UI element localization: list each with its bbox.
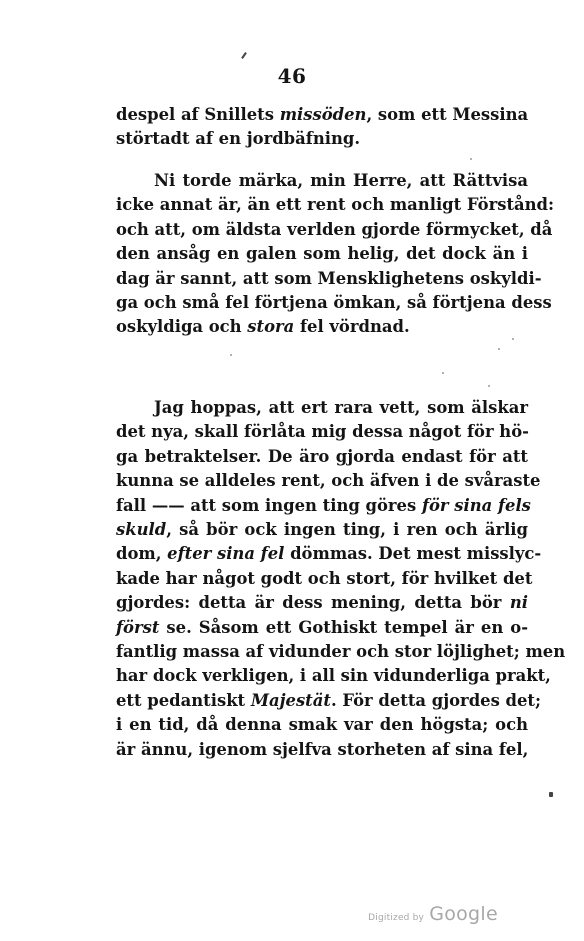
text-run: störtadt af en jordbäfning. xyxy=(116,129,361,149)
text-line xyxy=(116,616,528,640)
speck xyxy=(498,348,500,350)
text-run: har dock verkligen, i all sin vidunderliga prakt, xyxy=(116,666,551,686)
text-run: ett pedantiskt xyxy=(116,690,251,710)
italic-text: missöden xyxy=(279,105,367,124)
text-line xyxy=(116,494,531,518)
text-run: fel vördnad. xyxy=(294,317,410,337)
text-run: ga betraktelser. De äro gjorda endast för att xyxy=(116,446,528,466)
text-line xyxy=(116,291,552,315)
text-line xyxy=(116,469,541,493)
text-line xyxy=(116,193,555,217)
text-run: kunna se alldeles rent, och äfven i de svåraste xyxy=(116,471,541,491)
text-run: och att, om äldsta verlden gjorde förmycket, då xyxy=(116,219,553,239)
text-run: ga och små fel förtjena ömkan, så förtjena dess xyxy=(116,293,552,313)
text-line xyxy=(116,518,528,542)
speck xyxy=(442,372,444,374)
speck xyxy=(470,158,472,160)
text-line xyxy=(116,267,542,291)
text-line xyxy=(116,103,528,127)
text-run: dömmas. Det mest misslyc- xyxy=(284,544,542,564)
text-run: oskyldiga och xyxy=(116,317,248,337)
text-line xyxy=(116,689,542,713)
text-run: det nya, skall förlåta mig dessa något för hö- xyxy=(116,422,529,442)
watermark-google-logo-text: Google xyxy=(429,903,498,925)
text-line xyxy=(116,242,528,266)
text-run: , så bör ock ingen ting, i ren och ärlig xyxy=(166,520,528,540)
text-line xyxy=(116,664,551,688)
italic-text: ni xyxy=(509,593,528,613)
text-line xyxy=(116,542,542,566)
text-line xyxy=(116,640,566,664)
ink-mark xyxy=(549,792,553,797)
text-line xyxy=(116,127,528,151)
ink-mark xyxy=(241,52,247,59)
text-line xyxy=(116,218,553,242)
text-run: fantlig massa af vidunder och stor löjlighet; men xyxy=(116,642,566,662)
text-run: i en tid, då denna smak var den högsta; och xyxy=(116,715,528,735)
text-run: Ni torde märka, min Herre, att Rättvisa xyxy=(154,171,528,190)
text-run: . För detta gjordes det; xyxy=(330,690,542,710)
text-line xyxy=(116,396,528,420)
text-run: , som ett Messina xyxy=(366,105,529,124)
text-run: gjordes: detta är dess mening, detta bör xyxy=(116,593,510,613)
text-run: despel af Snillets xyxy=(116,105,280,124)
text-run: icke annat är, än ett rent och manligt Förstånd: xyxy=(116,195,555,215)
text-run: Jag hoppas, att ert rara vett, som älskar xyxy=(154,398,528,417)
text-line xyxy=(116,567,533,591)
text-run: kade har något godt och stort, för hvilket det xyxy=(116,568,533,588)
italic-text: stora xyxy=(247,317,295,337)
paragraph-1 xyxy=(116,103,528,152)
text-run: dom, xyxy=(116,544,168,564)
watermark-small-text: Digitized by xyxy=(368,913,425,923)
text-run: den ansåg en galen som helig, det dock än i xyxy=(116,244,528,264)
italic-text: efter sina fel xyxy=(167,544,285,564)
text-line xyxy=(116,445,528,469)
text-run: är ännu, igenom sjelfva storheten af sina fel, xyxy=(116,739,529,759)
text-line xyxy=(116,591,528,615)
speck xyxy=(230,354,232,356)
text-run: fall —— att som ingen ting göres xyxy=(116,495,422,515)
page-number: 46 xyxy=(277,64,307,88)
text-line xyxy=(116,420,528,444)
paragraph-3 xyxy=(116,396,566,762)
italic-text: för sina fels xyxy=(421,495,531,515)
text-line xyxy=(116,169,528,193)
text-line xyxy=(116,738,528,762)
text-run: dag är sannt, att som Mensklighetens oskyldi- xyxy=(116,268,542,288)
italic-text: först xyxy=(116,617,160,637)
google-watermark xyxy=(368,903,498,925)
speck xyxy=(512,338,514,340)
speck xyxy=(488,385,490,387)
paragraph-2 xyxy=(116,169,555,340)
text-line xyxy=(116,315,528,339)
italic-text: Majestät xyxy=(250,690,331,710)
italic-text: skuld xyxy=(116,520,167,540)
text-line xyxy=(116,713,528,737)
text-run: se. Såsom ett Gothiskt tempel är en o- xyxy=(159,617,528,637)
